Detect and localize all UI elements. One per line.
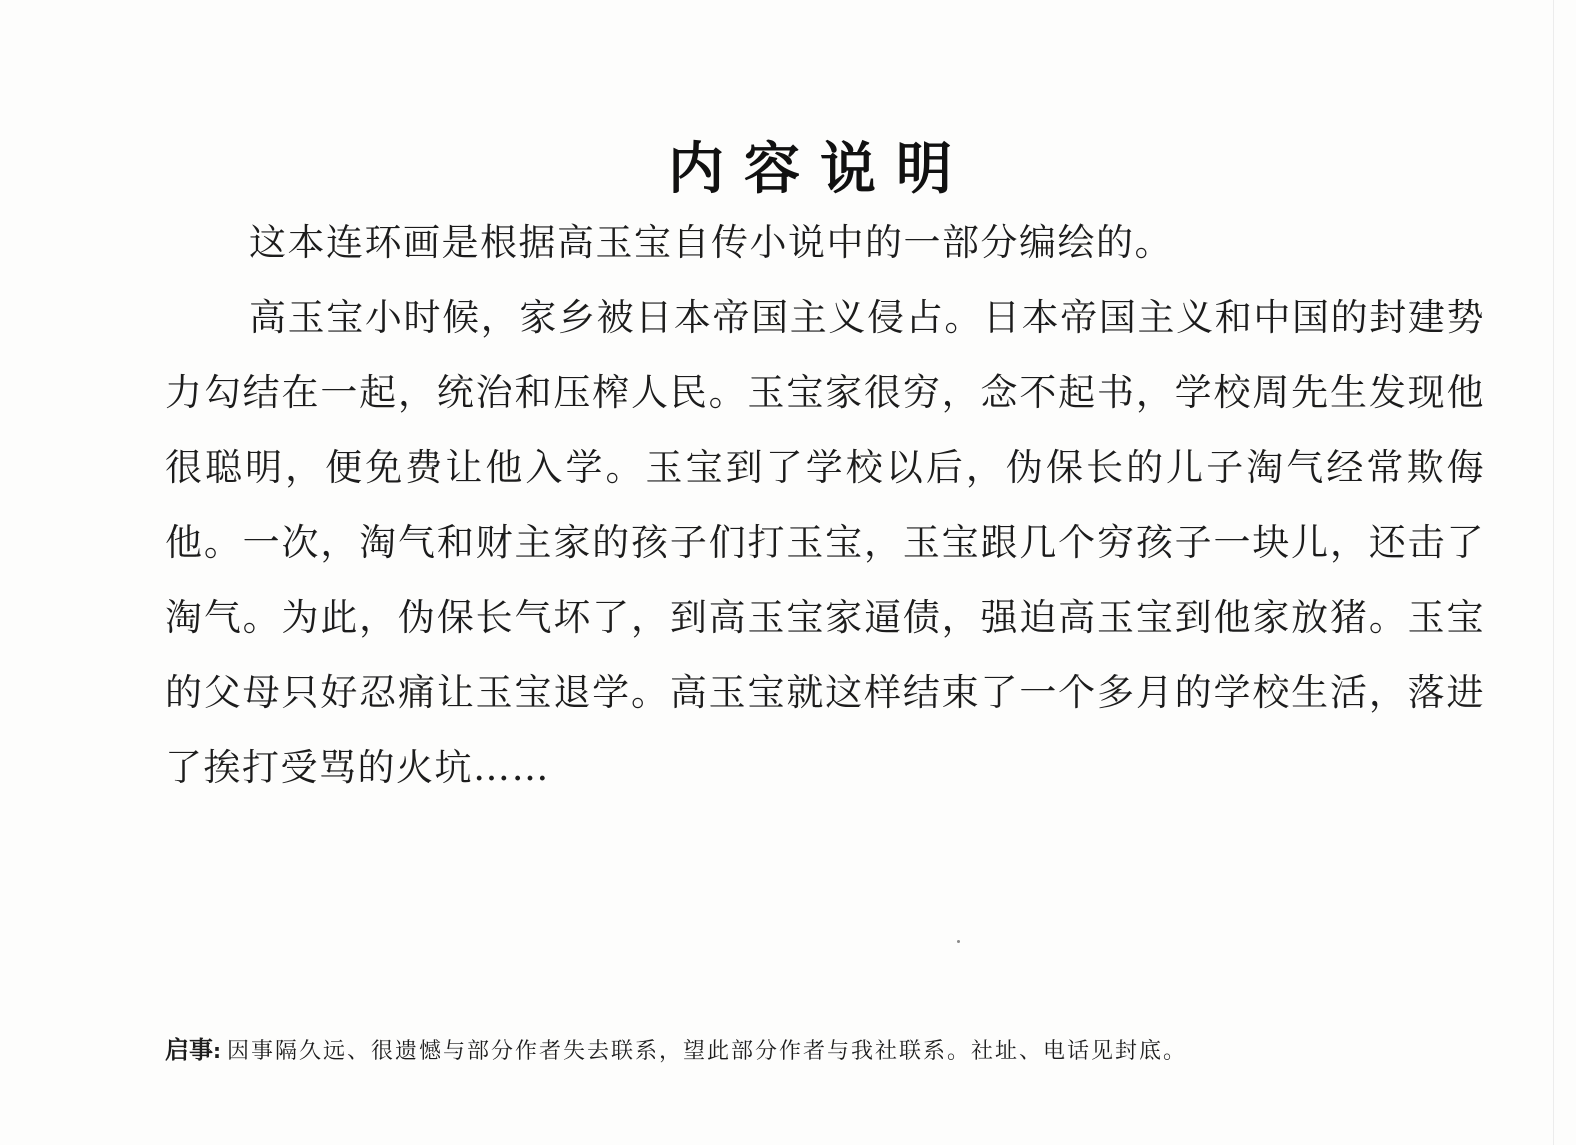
paragraph-intro: 这本连环画是根据高玉宝自传小说中的一部分编绘的。 (249, 221, 1173, 264)
body-text (165, 205, 1485, 805)
notice-label: 启事 (165, 1036, 213, 1064)
page-title: 内容说明 (668, 136, 972, 202)
notice-separator: : (213, 1039, 221, 1063)
notice (165, 1030, 1485, 1072)
notice-text: 因事隔久远、很遗憾与部分作者失去联系，望此部分作者与我社联系。社址、电话见封底。 (227, 1039, 1188, 1064)
paragraph-summary: 高玉宝小时候，家乡被日本帝国主义侵占。日本帝国主义和中国的封建势力勾结在一起，统治和压榨人民。玉宝家很穷，念不起书，学校周先生发现他很聪明，便免费让他入学。玉宝到了学校以后，伪保长的儿子淘气经常欺侮他。一次，淘气和财主家的孩子们打玉宝，玉宝跟几个穷孩子一块儿，还击了淘气。为此，伪保长气坏了，到高玉宝家逼债，强迫高玉宝到他家放猪。玉宝的父母只好忍痛让玉宝退学。高玉宝就这样结束了一个多月的学校生活，落进了挨打受骂的火坑…… (165, 296, 1485, 789)
scan-speck (957, 940, 960, 943)
